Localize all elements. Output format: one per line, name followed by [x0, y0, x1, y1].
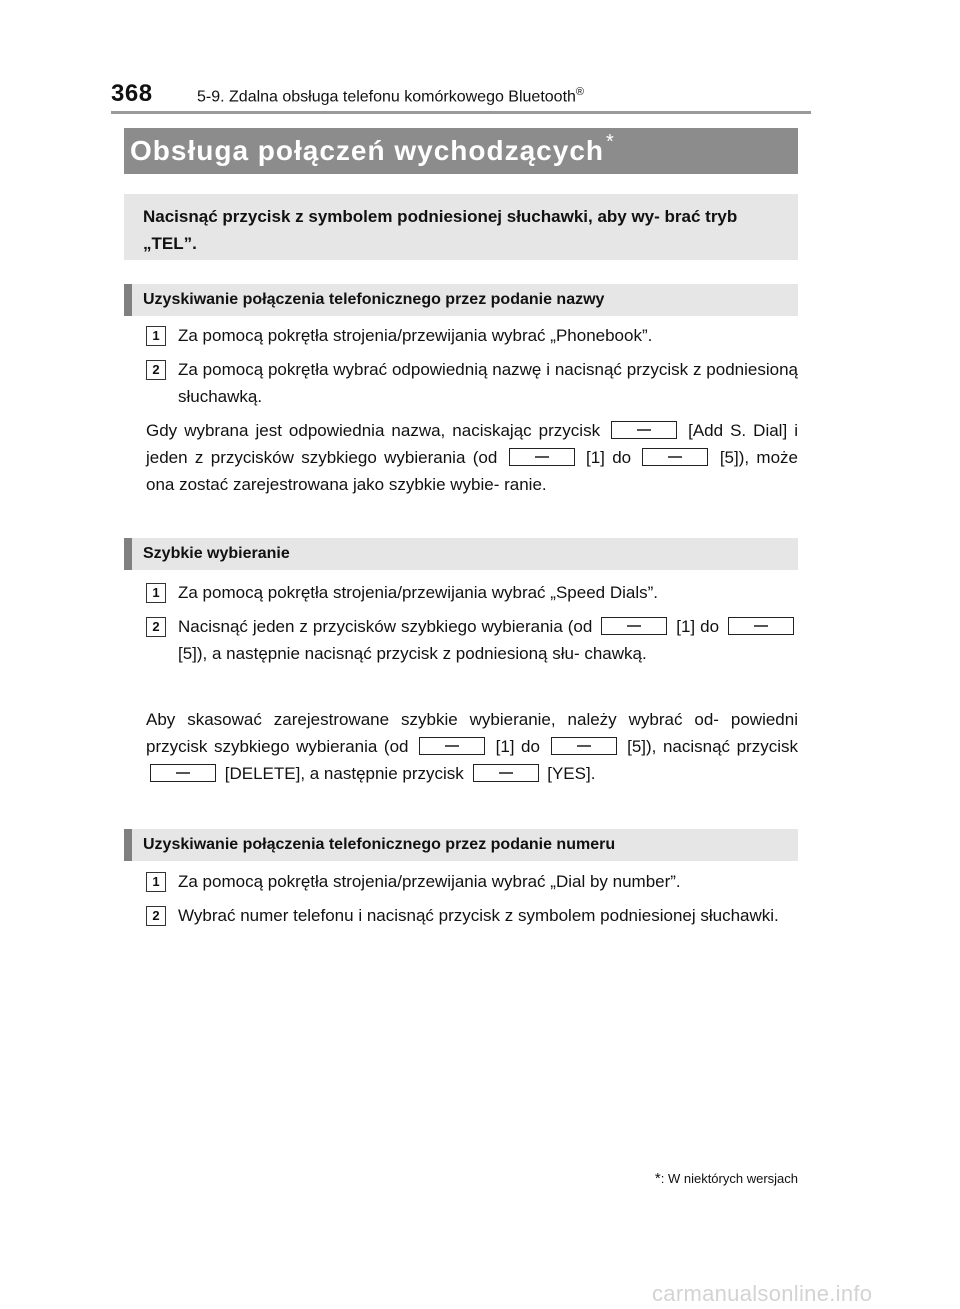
step-by-name-1	[146, 322, 798, 349]
step-number-badge: 1	[146, 326, 166, 346]
screen-button-icon	[601, 617, 667, 635]
step-text: Za pomocą pokrętła strojenia/przewijania wybrać „Speed Dials”.	[178, 583, 658, 602]
note-text: [DELETE], a następnie przycisk	[224, 764, 464, 783]
note-text: [1] do	[495, 737, 540, 756]
section-title-bar	[124, 128, 798, 174]
step-text: Za pomocą pokrętła wybrać odpowiednią nazwę i nacisnąć przycisk z podniesioną słuchawką.	[178, 360, 798, 406]
screen-button-icon	[150, 764, 216, 782]
screen-button-icon	[728, 617, 794, 635]
note-text: [1] do	[585, 448, 632, 467]
note-speed-dial-register	[146, 417, 798, 498]
note-text: [Add S. Dial] i jeden z przycisków szybkiego wybierania (od	[146, 421, 798, 467]
asterisk-icon: *	[606, 131, 614, 153]
screen-button-icon	[551, 737, 617, 755]
note-speed-dial-delete	[146, 706, 798, 787]
step-text-part: [5]), a następnie nacisnąć przycisk z podniesioną słu- chawką.	[178, 644, 647, 663]
step-number-badge: 2	[146, 906, 166, 926]
step-by-number-1	[146, 868, 798, 895]
page-number: 368	[111, 80, 153, 107]
page-header	[111, 80, 811, 110]
step-number-badge: 2	[146, 617, 166, 637]
screen-button-icon	[473, 764, 539, 782]
header-rule	[111, 111, 811, 114]
note-text: [5]), nacisnąć przycisk	[627, 737, 798, 756]
asterisk-icon: *	[654, 1170, 661, 1187]
note-text: Aby skasować zarejestrowane szybkie wybieranie, należy wybrać od- powiedni przycisk szybkiego wybierania (od	[146, 710, 798, 756]
screen-button-icon	[642, 448, 708, 466]
note-text: [5]), może ona zostać zarejestrowana jako szybkie wybie- ranie.	[146, 448, 798, 494]
screen-button-icon	[509, 448, 575, 466]
registered-mark: ®	[575, 86, 585, 98]
chapter-title-text: 5-9. Zdalna obsługa telefonu komórkowego Bluetooth	[197, 88, 576, 106]
note-text: Gdy wybrana jest odpowiednia nazwa, naciskając przycisk	[146, 421, 601, 440]
step-text-part: Nacisnąć jeden z przycisków szybkiego wybierania (od	[178, 617, 593, 636]
screen-button-icon	[419, 737, 485, 755]
intro-box: Nacisnąć przycisk z symbolem podniesionej słuchawki, aby wy- brać tryb „TEL”.	[124, 194, 798, 260]
subsection-heading-by-name: Uzyskiwanie połączenia telefonicznego przez podanie nazwy	[124, 284, 798, 316]
step-speed-2	[146, 613, 798, 667]
step-text-part: [1] do	[676, 617, 720, 636]
step-by-number-2	[146, 902, 798, 929]
step-text: Za pomocą pokrętła strojenia/przewijania wybrać „Dial by number”.	[178, 872, 681, 891]
footnote-text: : W niektórych wersjach	[660, 1171, 798, 1186]
step-number-badge: 1	[146, 583, 166, 603]
step-text: Wybrać numer telefonu i nacisnąć przycisk z symbolem podniesionej słuchawki.	[178, 906, 779, 925]
step-text	[178, 613, 798, 667]
screen-button-icon	[611, 421, 677, 439]
section-title: Obsługa połączeń wychodzących	[130, 135, 605, 166]
note-text: [YES].	[547, 764, 596, 783]
step-number-badge: 2	[146, 360, 166, 380]
step-number-badge: 1	[146, 872, 166, 892]
step-speed-1	[146, 579, 798, 606]
footnote	[600, 1170, 798, 1187]
subsection-heading-speed-dial: Szybkie wybieranie	[124, 538, 798, 570]
watermark: carmanualsonline.info	[652, 1281, 873, 1306]
step-text: Za pomocą pokrętła strojenia/przewijania wybrać „Phonebook”.	[178, 326, 653, 345]
step-by-name-2	[146, 356, 798, 410]
chapter-title	[197, 86, 584, 106]
subsection-heading-by-number: Uzyskiwanie połączenia telefonicznego przez podanie numeru	[124, 829, 798, 861]
